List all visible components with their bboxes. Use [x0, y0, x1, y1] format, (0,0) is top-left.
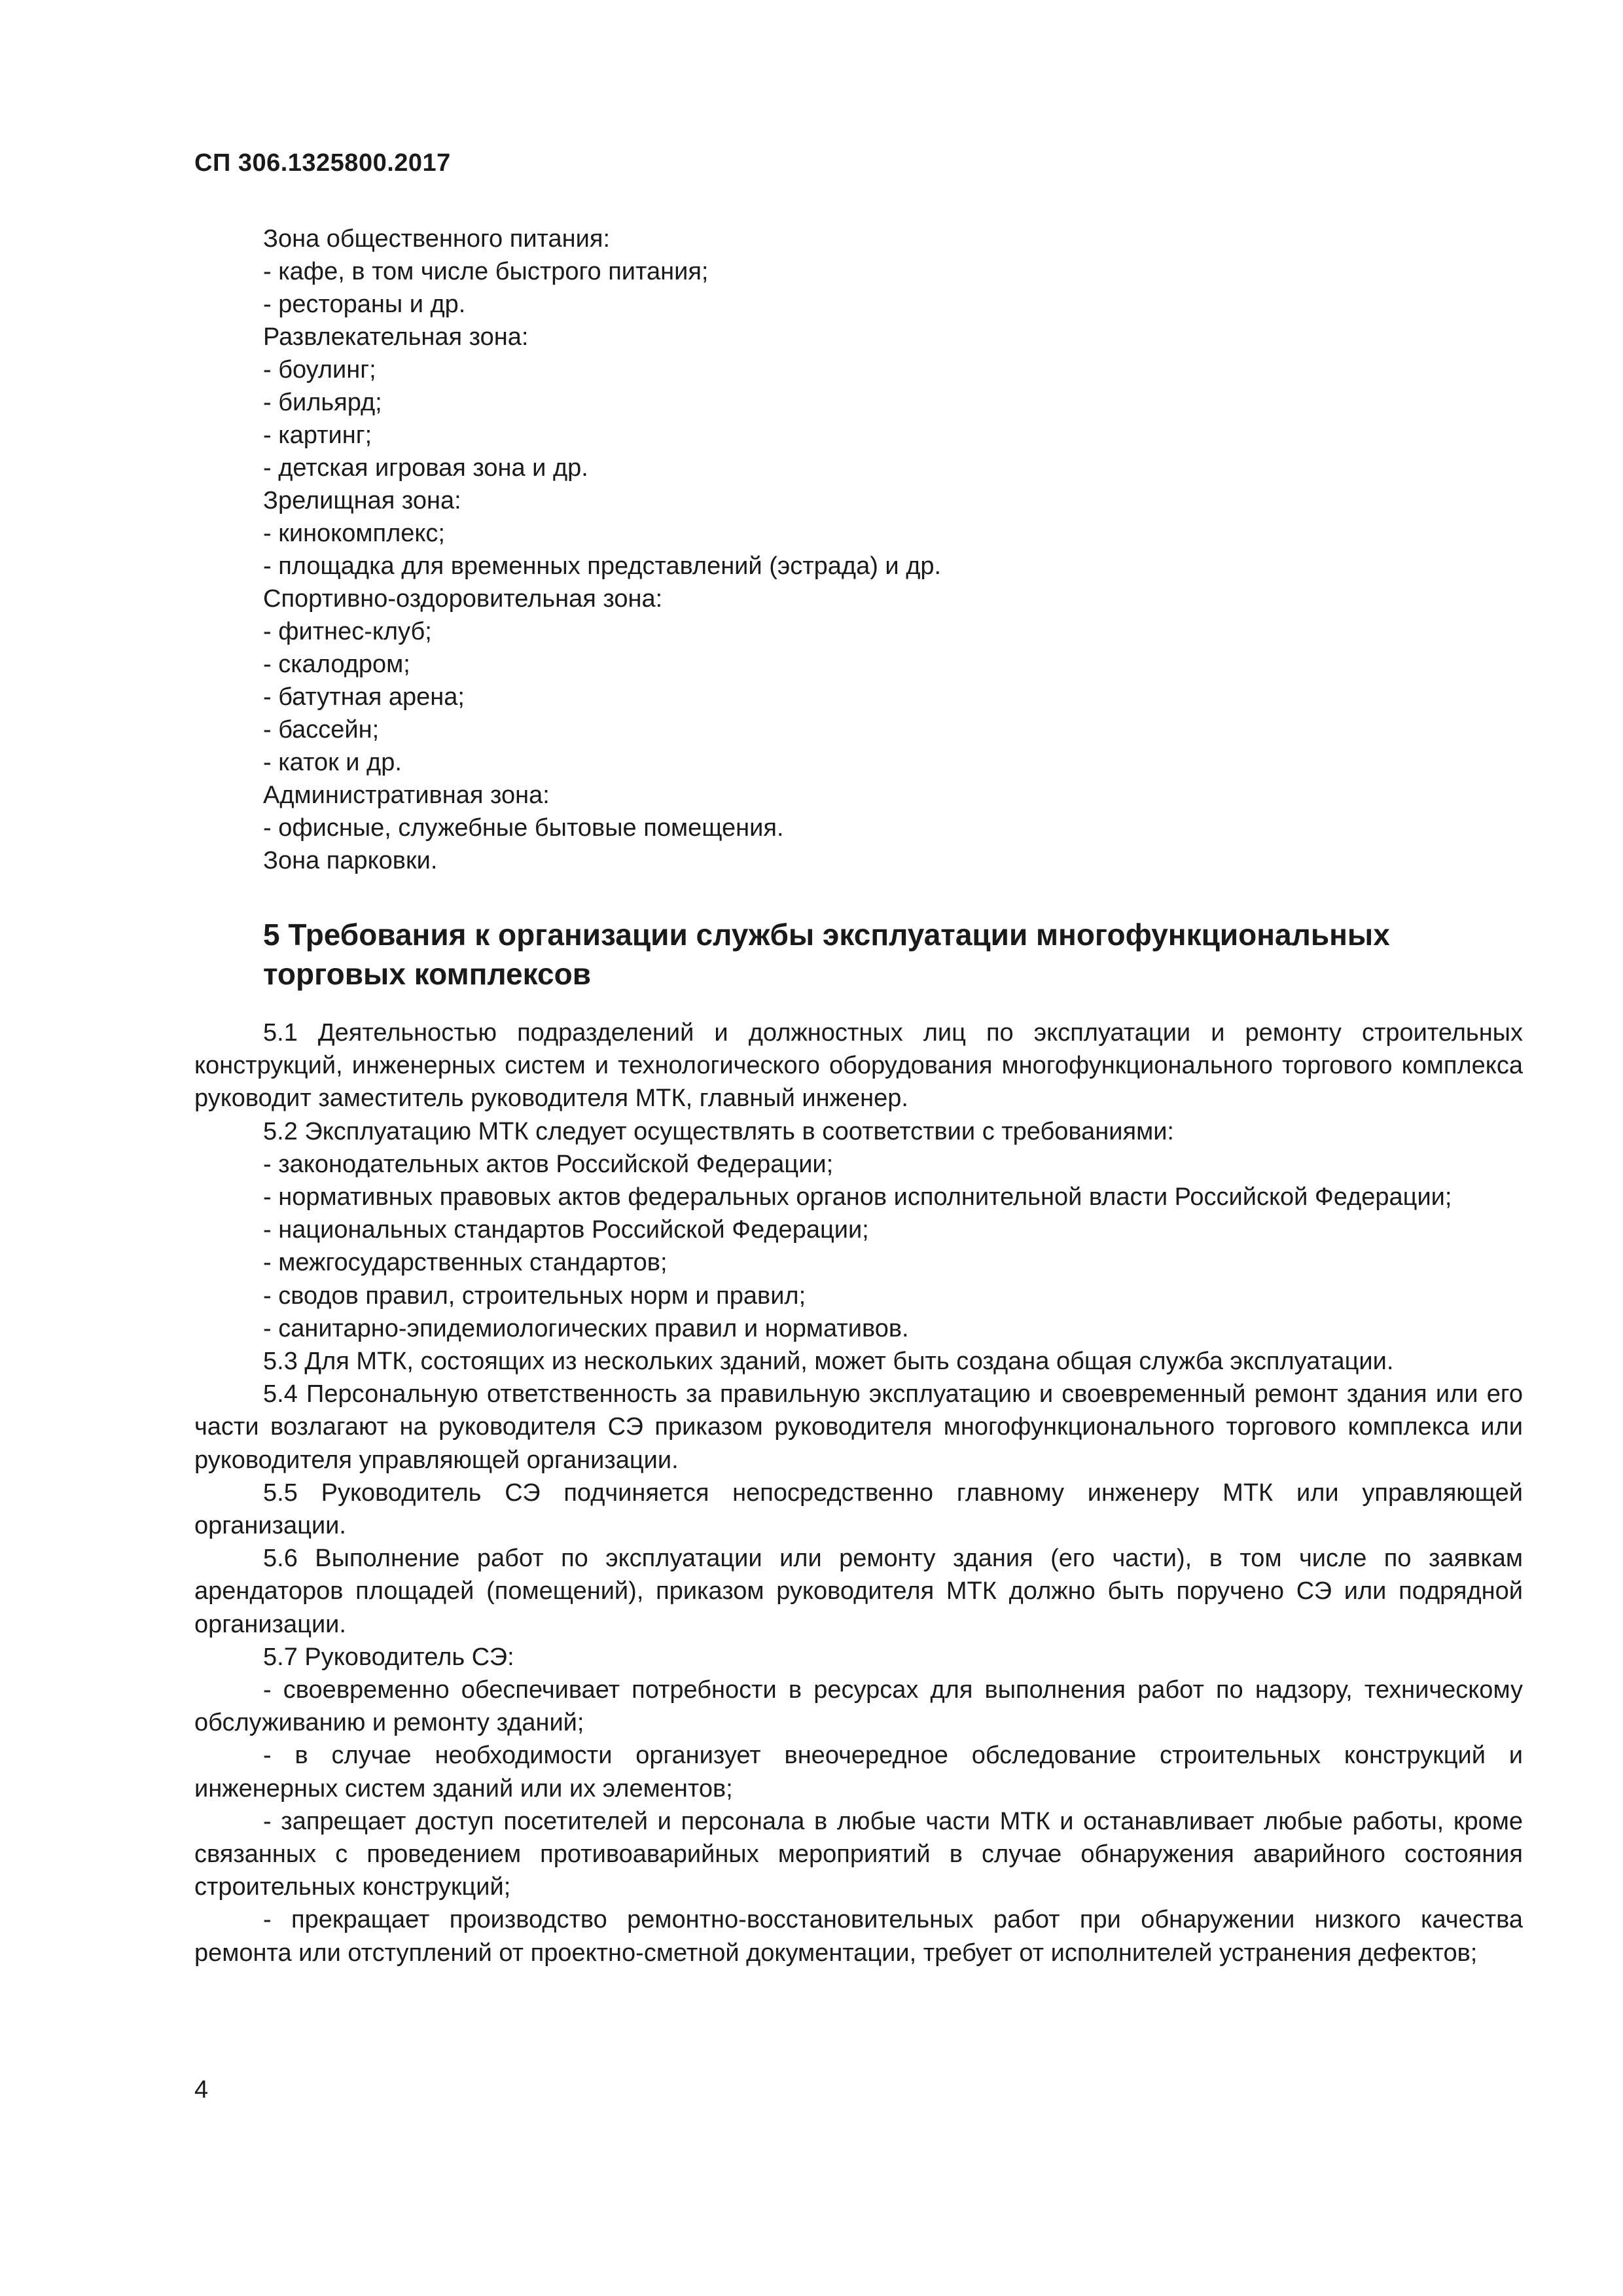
paragraph: - в случае необходимости организует внеочередное обследование строительных конструкций и инженерных систем зданий или их элементов;: [194, 1742, 1523, 1803]
list-item: - кафе, в том числе быстрого питания;: [263, 258, 709, 285]
paragraph: - своевременно обеспечивает потребности в ресурсах для выполнения работ по надзору, техническому обслуживанию и ремонту зданий;: [194, 1676, 1523, 1737]
paragraph: - межгосударственных стандартов;: [263, 1249, 668, 1277]
list-item: - рестораны и др.: [263, 291, 466, 318]
list-item: - боулинг;: [263, 356, 376, 384]
paragraph: - прекращает производство ремонтно-восстановительных работ при обнаружении низкого качества ремонта или отступлений от проектно-сметной документации, требует от исполнителей устранения дефектов;: [194, 1906, 1523, 1967]
list-item: - бассейн;: [263, 716, 380, 744]
list-item: - скалодром;: [263, 651, 410, 678]
list-item: - офисные, служебные бытовые помещения.: [263, 814, 784, 842]
paragraph: - национальных стандартов Российской Федерации;: [263, 1216, 869, 1244]
paragraph: 5.5 Руководитель СЭ подчиняется непосредственно главному инженеру МТК или управляющей организации.: [194, 1479, 1523, 1540]
list-item: Административная зона:: [263, 781, 550, 809]
paragraph: - запрещает доступ посетителей и персонала в любые части МТК и останавливает любые работы, кроме связанных с проведением противоаварийных мероприятий в случае обнаружения аварийного состояния строительных конструкций;: [194, 1807, 1523, 1901]
section-body: [194, 1016, 1523, 1969]
list-item: Спортивно-оздоровительная зона:: [263, 585, 663, 613]
list-item: Зона общественного питания:: [263, 225, 611, 253]
list-item: Зрелищная зона:: [263, 487, 461, 514]
list-item: Развлекательная зона:: [263, 323, 529, 351]
paragraph: - сводов правил, строительных норм и правил;: [263, 1282, 806, 1310]
paragraph: 5.1 Деятельностью подразделений и должностных лиц по эксплуатации и ремонту строительных конструкций, инженерных систем и технологического оборудования многофункционального торгового комплекса руководит заместитель руководителя МТК, главный инженер.: [194, 1019, 1523, 1113]
list-item: - кинокомплекс;: [263, 520, 445, 547]
paragraph: 5.3 Для МТК, состоящих из нескольких зданий, может быть создана общая служба эксплуатации.: [263, 1348, 1394, 1376]
list-item: - фитнес-клуб;: [263, 618, 432, 645]
zones-list: [263, 223, 1507, 877]
paragraph: 5.2 Эксплуатацию МТК следует осуществлять в соответствии с требованиями:: [263, 1117, 1174, 1145]
paragraph: - законодательных актов Российской Федерации;: [263, 1150, 834, 1178]
list-item: - детская игровая зона и др.: [263, 454, 588, 482]
paragraph: 5.7 Руководитель СЭ:: [263, 1643, 514, 1671]
list-item: - площадка для временных представлений (эстрада) и др.: [263, 552, 942, 580]
list-item: - каток и др.: [263, 749, 402, 776]
paragraph: - нормативных правовых актов федеральных органов исполнительной власти Российской Федерации;: [263, 1183, 1452, 1211]
page-number: 4: [194, 2076, 209, 2104]
section-title: 5 Требования к организации службы эксплуатации многофункциональных торговых комплексов: [263, 918, 1390, 991]
list-item: Зона парковки.: [263, 847, 438, 874]
list-item: - батутная арена;: [263, 683, 465, 711]
list-item: - бильярд;: [263, 389, 382, 416]
document-code: СП 306.1325800.2017: [194, 149, 451, 177]
paragraph: 5.4 Персональную ответственность за правильную эксплуатацию и своевременный ремонт здания или его части возлагают на руководителя СЭ приказом руководителя многофункционального торгового комплекса или руководителя управляющей организации.: [194, 1380, 1523, 1474]
paragraph: 5.6 Выполнение работ по эксплуатации или ремонту здания (его части), в том числе по заявкам арендаторов площадей (помещений), приказом руководителя МТК должно быть поручено СЭ или подрядной организации.: [194, 1545, 1523, 1638]
paragraph: - санитарно-эпидемиологических правил и нормативов.: [263, 1314, 909, 1342]
list-item: - картинг;: [263, 422, 372, 449]
